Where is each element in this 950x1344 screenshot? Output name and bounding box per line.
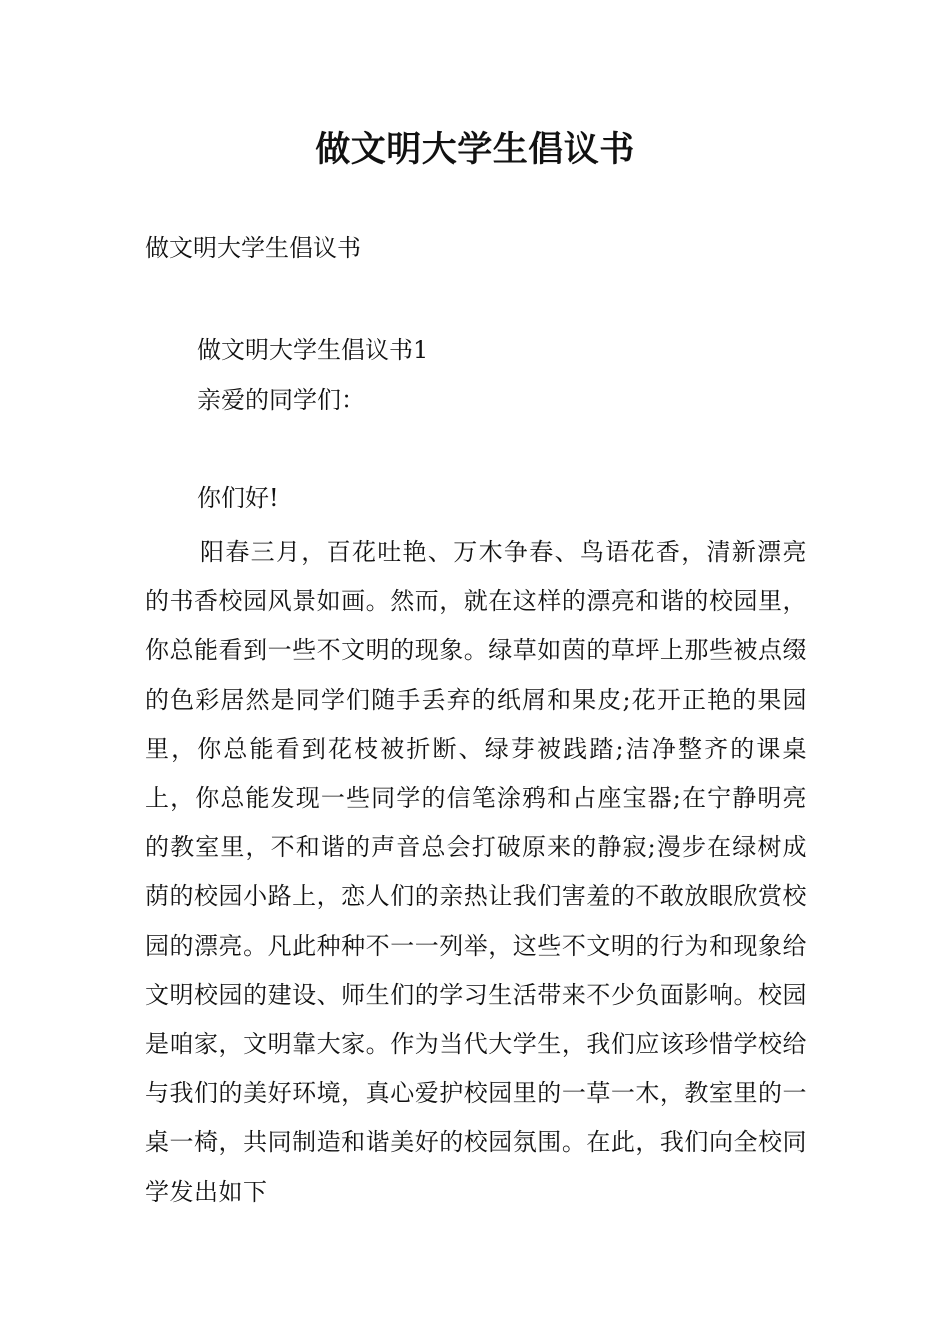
section-heading: 做文明大学生倡议书1	[197, 336, 429, 364]
salutation: 亲爱的同学们：	[197, 386, 365, 414]
document-subtitle: 做文明大学生倡议书	[145, 234, 361, 262]
document-title: 做文明大学生倡议书	[315, 130, 635, 170]
greeting: 你们好!	[197, 484, 279, 512]
body-paragraph: 阳春三月，百花吐艳、万木争春、鸟语花香，清新漂亮的书香校园风景如画。然而，就在这样的漂亮和谐的校园里，你总能看到一些不文明的现象。绿草如茵的草坪上那些被点缀的色彩居然是同学们随手丢弃的纸屑和果皮;花开正艳的果园里，你总能看到花枝被折断、绿芽被践踏;洁净整齐的课桌上，你总能发现一些同学的信笔涂鸦和占座宝器;在宁静明亮的教室里，不和谐的声音总会打破原来的静寂;漫步在绿树成荫的校园小路上，恋人们的亲热让我们害羞的不敢放眼欣赏校园的漂亮。凡此种种不一一列举，这些不文明的行为和现象给文明校园的建设、师生们的学习生活带来不少负面影响。校园是咱家，文明靠大家。作为当代大学生，我们应该珍惜学校给与我们的美好环境，真心爱护校园里的一草一木，教室里的一桌一椅，共同制造和谐美好的校园氛围。在此，我们向全校同学发出如下	[145, 538, 807, 1206]
